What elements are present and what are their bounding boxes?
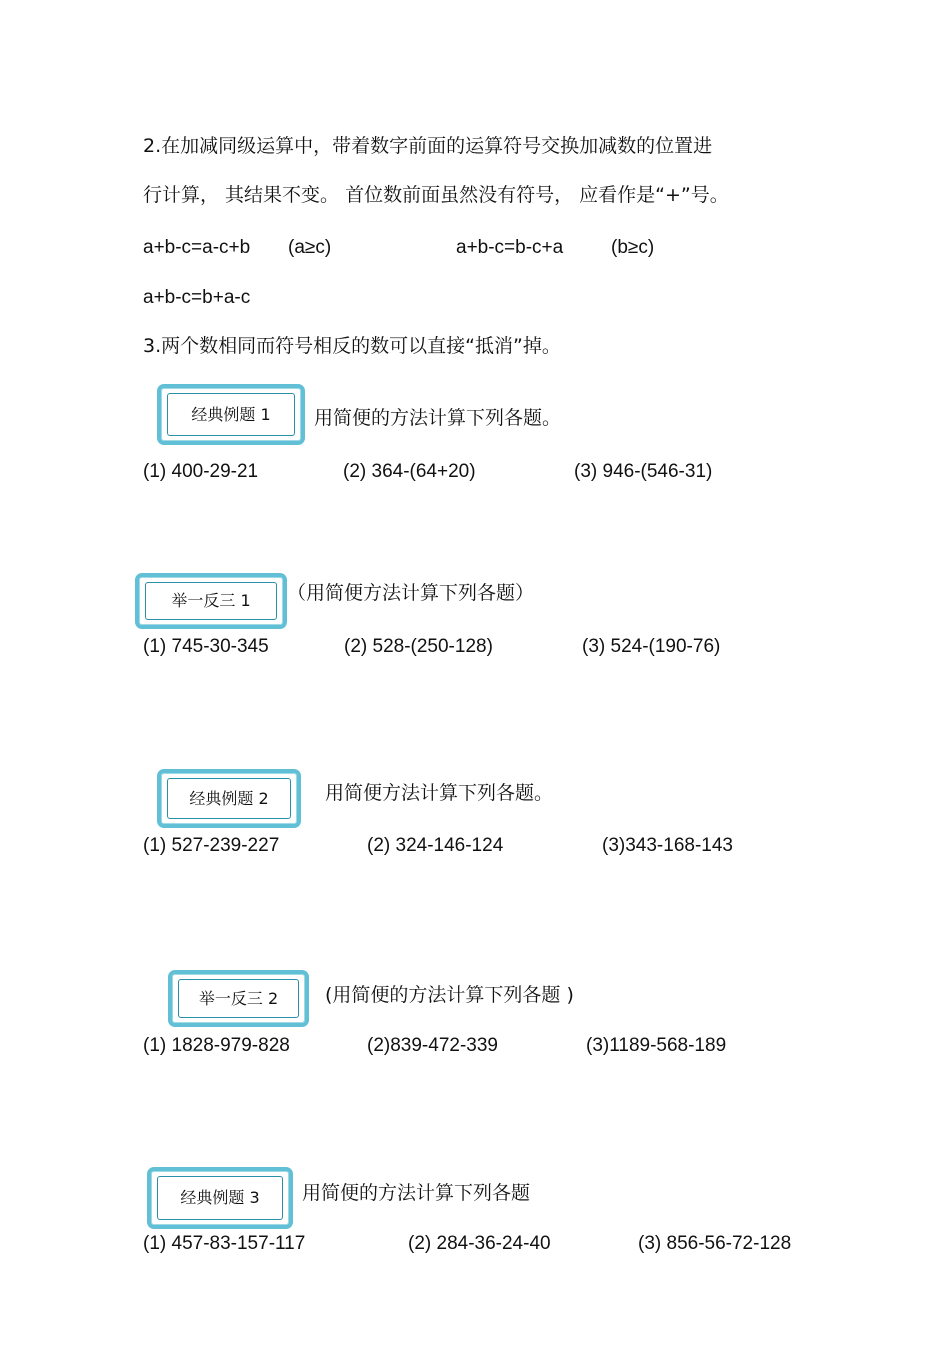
formula-2-condition: (b≥c) bbox=[611, 237, 655, 258]
formula-1-condition: (a≥c) bbox=[288, 237, 332, 258]
example-tag-1-frame bbox=[167, 393, 295, 436]
section-1-instruction: 用简便的方法计算下列各题。 bbox=[314, 407, 562, 429]
section-3-problem-1: (1) 527-239-227 bbox=[143, 835, 280, 856]
section-2-problem-3: (3) 524-(190-76) bbox=[582, 636, 721, 657]
example-tag-2-frame bbox=[167, 778, 291, 819]
practice-tag-2 bbox=[168, 970, 309, 1027]
section-2-problem-2: (2) 528-(250-128) bbox=[344, 636, 493, 657]
practice-tag-2-label: 举一反三 2 bbox=[198, 988, 279, 1008]
example-tag-1-label: 经典例题 1 bbox=[191, 404, 271, 424]
section-3-problem-2: (2) 324-146-124 bbox=[367, 835, 504, 856]
section-5-problem-2: (2) 284-36-24-40 bbox=[408, 1233, 551, 1254]
practice-tag-2-frame bbox=[178, 979, 299, 1018]
section-1-problem-3: (3) 946-(546-31) bbox=[574, 461, 713, 482]
practice-tag-1-label: 举一反三 1 bbox=[171, 591, 251, 610]
example-tag-3-label: 经典例题 3 bbox=[180, 1188, 260, 1207]
section-1-problem-1: (1) 400-29-21 bbox=[143, 461, 259, 482]
section-5-problem-1: (1) 457-83-157-117 bbox=[143, 1233, 306, 1254]
section-4-problem-2: (2)839-472-339 bbox=[367, 1035, 498, 1056]
formula-2: a+b-c=b-c+a bbox=[456, 237, 564, 258]
section-3-instruction: 用简便方法计算下列各题。 bbox=[325, 782, 554, 804]
formula-1: a+b-c=a-c+b bbox=[143, 237, 251, 258]
section-4-instruction: (用简便的方法计算下列各题 ) bbox=[325, 984, 574, 1006]
section-2-instruction: （用简便方法计算下列各题） bbox=[287, 582, 535, 604]
formula-3: a+b-c=b+a-c bbox=[143, 287, 251, 308]
section-4-problem-1: (1) 1828-979-828 bbox=[143, 1035, 290, 1056]
section-2-problem-1: (1) 745-30-345 bbox=[143, 636, 269, 657]
example-tag-3 bbox=[147, 1167, 293, 1229]
rule-3: 3.两个数相同而符号相反的数可以直接“抵消”掉。 bbox=[143, 335, 561, 357]
practice-tag-1 bbox=[135, 573, 287, 629]
rule-2-line-1: 2.在加减同级运算中，带着数字前面的运算符号交换加减数的位置进 bbox=[143, 135, 713, 157]
section-1-problem-2: (2) 364-(64+20) bbox=[343, 461, 476, 482]
example-tag-1 bbox=[157, 384, 305, 445]
example-tag-2 bbox=[157, 769, 301, 828]
section-4-problem-3: (3)1189-568-189 bbox=[586, 1035, 727, 1056]
section-5-problem-3: (3) 856-56-72-128 bbox=[638, 1233, 792, 1254]
rule-2-line-2: 行计算， 其结果不变。 首位数前面虽然没有符号， 应看作是“+”号。 bbox=[143, 184, 729, 206]
section-3-problem-3: (3)343-168-143 bbox=[602, 835, 733, 856]
example-tag-2-label: 经典例题 2 bbox=[189, 788, 269, 808]
practice-tag-1-frame bbox=[145, 582, 277, 620]
section-5-instruction: 用简便的方法计算下列各题 bbox=[302, 1182, 531, 1204]
example-tag-3-frame bbox=[157, 1176, 283, 1220]
